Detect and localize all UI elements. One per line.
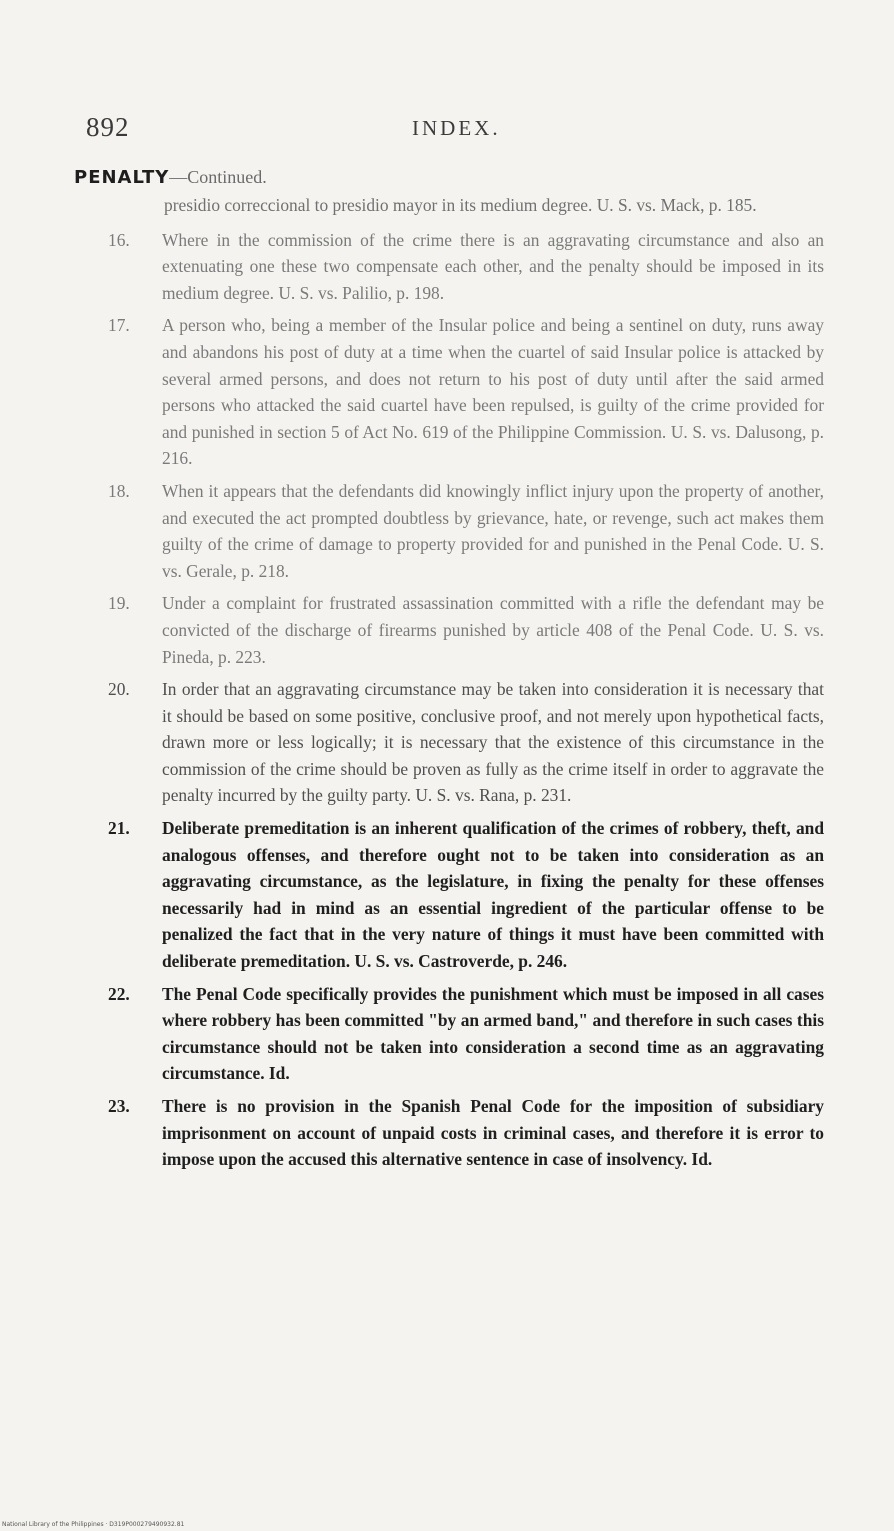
item-text: Deliberate premeditation is an inherent qualification of the crimes of robbery, theft, and analogous offenses, and therefore ought not to be taken into consideration as an aggravating circumstance, as the legislature, in fixing the penalty for these offenses necessarily had in mind as an essential ingredient of the particular offense to be penalized the fact that in the very nature of things it must have been committed with deliberate premeditation. U. S. vs. Castroverde, p. 246. [162,818,824,972]
running-title: INDEX. [412,116,501,140]
item-number: 18. [108,480,130,501]
item-number: 17. [108,315,130,336]
list-item [108,312,824,472]
item-text: A person who, being a member of the Insular police and being a sentinel on duty, runs away and abandons his post of duty at a time when the cuartel of said Insular police is attacked by several armed persons, and does not return to his post of duty until after the said armed persons who attacked the said cuartel have been repulsed, is guilty of the crime provided for and punished in section 5 of Act No. 619 of the Philippine Commission. U. S. vs. Dalusong, p. 216. [162,315,824,469]
item-number: 22. [108,983,130,1004]
item-text: There is no provision in the Spanish Penal Code for the imposition of subsidiary imprisonment on account of unpaid costs in criminal cases, and therefore it is error to impose upon the accused this alternative sentence in case of insolvency. Id. [162,1096,824,1170]
numbered-items [108,227,824,1173]
list-item [108,676,824,809]
item-number: 21. [108,818,130,839]
item-number: 19. [108,593,130,614]
entry-heading [74,167,267,188]
item-number: 23. [108,1096,130,1116]
source-footnote: National Library of the Philippines · D319P000279490932.81 [2,1521,185,1528]
item-number: 16. [108,229,130,250]
list-item [108,815,824,975]
item-text: When it appears that the defendants did knowingly inflict injury upon the property of another, and executed the act prompted doubtless by grievance, hate, or revenge, such act makes them guilty of the crime of damage to property provided for and punished in the Penal Code. U. S. vs. Gerale, p. 218. [162,480,824,581]
continuation-paragraph: presidio correccional to presidio mayor in its medium degree. U. S. vs. Mack, p. 185. [164,195,757,215]
heading-word: PENALTY [74,167,170,188]
list-item [108,227,824,307]
list-item [108,590,824,670]
item-text: Under a complaint for frustrated assassination committed with a rifle the defendant may be convicted of the discharge of firearms punished by article 408 of the Penal Code. U. S. vs. Pineda, p. 223. [162,593,824,667]
item-text: Where in the commission of the crime there is an aggravating circumstance and also an extenuating one these two compensate each other, and the penalty should be imposed in its medium degree. U. S. vs. Palilio, p. 198. [162,229,824,303]
list-item [108,1093,824,1173]
item-number: 20. [108,679,130,700]
item-text: In order that an aggravating circumstance may be taken into consideration it is necessary that it should be based on some positive, conclusive proof, and not merely upon hypothetical facts, drawn more or less logically; it is necessary that the existence of this circumstance in the commission of the crime should be proven as fully as the crime itself in order to aggravate the penalty incurred by the guilty party. U. S. vs. Rana, p. 231. [162,679,824,806]
list-item [108,478,824,584]
page-number: 892 [86,112,130,142]
list-item [108,981,824,1087]
entry-body [108,192,824,1179]
item-text: The Penal Code specifically provides the punishment which must be imposed in all cases where robbery has been committed "by an armed band," and therefore in such cases this circumstance should not be taken into consideration a second time as an aggravating circumstance. Id. [162,983,824,1084]
continued-label: —Continued. [169,167,267,187]
running-head [0,112,894,152]
